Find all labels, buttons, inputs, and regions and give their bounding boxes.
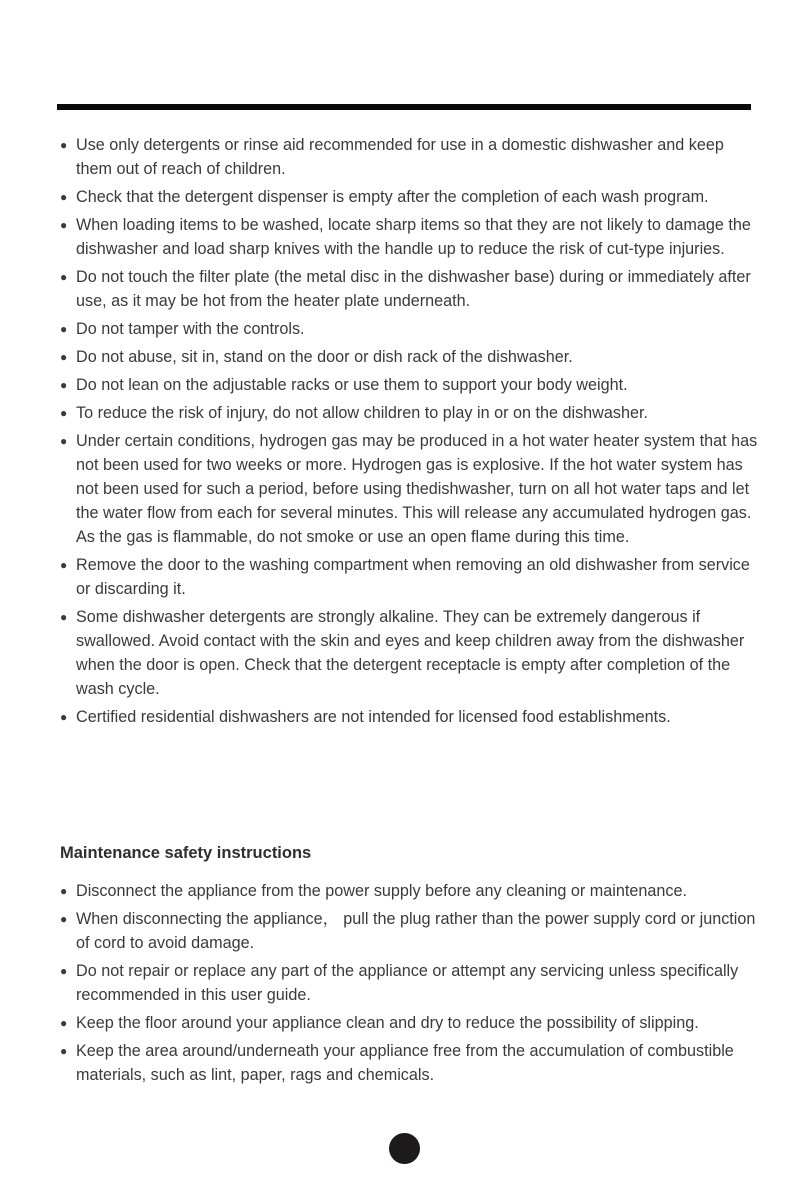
bullet-icon: ● bbox=[60, 190, 68, 204]
bullet-icon: ● bbox=[60, 1044, 68, 1058]
safety-list bbox=[60, 133, 760, 733]
list-item: ● Use only detergents or rinse aid recommended for use in a domestic dishwasher and keep them out of reach of children. bbox=[60, 133, 760, 181]
bullet-icon: ● bbox=[60, 884, 68, 898]
list-item: ● Remove the door to the washing compartment when removing an old dishwasher from service or discarding it. bbox=[60, 553, 760, 601]
header-rule bbox=[57, 104, 751, 110]
list-item: ● Do not tamper with the controls. bbox=[60, 317, 760, 341]
list-item: ● Do not abuse, sit in, stand on the door or dish rack of the dishwasher. bbox=[60, 345, 760, 369]
maintenance-heading: Maintenance safety instructions bbox=[60, 844, 312, 862]
bullet-icon: ● bbox=[60, 434, 68, 448]
bullet-icon: ● bbox=[60, 138, 68, 152]
list-item: ● Do not lean on the adjustable racks or use them to support your body weight. bbox=[60, 373, 760, 397]
bullet-icon: ● bbox=[60, 558, 68, 572]
bullet-icon: ● bbox=[60, 912, 68, 926]
bullet-icon: ● bbox=[60, 610, 68, 624]
bullet-icon: ● bbox=[60, 270, 68, 284]
bullet-icon: ● bbox=[60, 350, 68, 364]
list-item: ● Keep the area around/underneath your appliance free from the accumulation of combustible materials, such as lint, paper, rags and chemicals. bbox=[60, 1039, 760, 1087]
list-item: ● When disconnecting the appliance， pull the plug rather than the power supply cord or junction of cord to avoid damage. bbox=[60, 907, 760, 955]
bullet-icon: ● bbox=[60, 322, 68, 336]
bullet-icon: ● bbox=[60, 710, 68, 724]
bullet-icon: ● bbox=[60, 218, 68, 232]
page-marker-dot bbox=[389, 1133, 420, 1164]
list-item: ● To reduce the risk of injury, do not allow children to play in or on the dishwasher. bbox=[60, 401, 760, 425]
list-item: ● Disconnect the appliance from the power supply before any cleaning or maintenance. bbox=[60, 879, 760, 903]
list-item: ● Do not touch the filter plate (the metal disc in the dishwasher base) during or immediately after use, as it may be hot from the heater plate underneath. bbox=[60, 265, 760, 313]
list-item: ● Keep the floor around your appliance clean and dry to reduce the possibility of slipping. bbox=[60, 1011, 760, 1035]
bullet-icon: ● bbox=[60, 964, 68, 978]
maintenance-list bbox=[60, 879, 760, 1091]
list-item: ● Some dishwasher detergents are strongly alkaline. They can be extremely dangerous if swallowed. Avoid contact with the skin and eyes and keep children away from the dishwasher when the door is open. Check that the detergent receptacle is empty after completion of the wash cycle. bbox=[60, 605, 760, 701]
bullet-icon: ● bbox=[60, 406, 68, 420]
list-item: ● Under certain conditions, hydrogen gas may be produced in a hot water heater system that has not been used for two weeks or more. Hydrogen gas is explosive. If the hot water system has not been used for such a period, before using thedishwasher, turn on all hot water taps and let the water flow from each for several minutes. This will release any accumulated hydrogen gas. As the gas is flammable, do not smoke or use an open flame during this time. bbox=[60, 429, 760, 549]
bullet-icon: ● bbox=[60, 1016, 68, 1030]
list-item: ● Do not repair or replace any part of the appliance or attempt any servicing unless specifically recommended in this user guide. bbox=[60, 959, 760, 1007]
list-item: ● Check that the detergent dispenser is empty after the completion of each wash program. bbox=[60, 185, 760, 209]
list-item: ● When loading items to be washed, locate sharp items so that they are not likely to damage the dishwasher and load sharp knives with the handle up to reduce the risk of cut-type injuries. bbox=[60, 213, 760, 261]
list-item: ● Certified residential dishwashers are not intended for licensed food establishments. bbox=[60, 705, 760, 729]
bullet-icon: ● bbox=[60, 378, 68, 392]
